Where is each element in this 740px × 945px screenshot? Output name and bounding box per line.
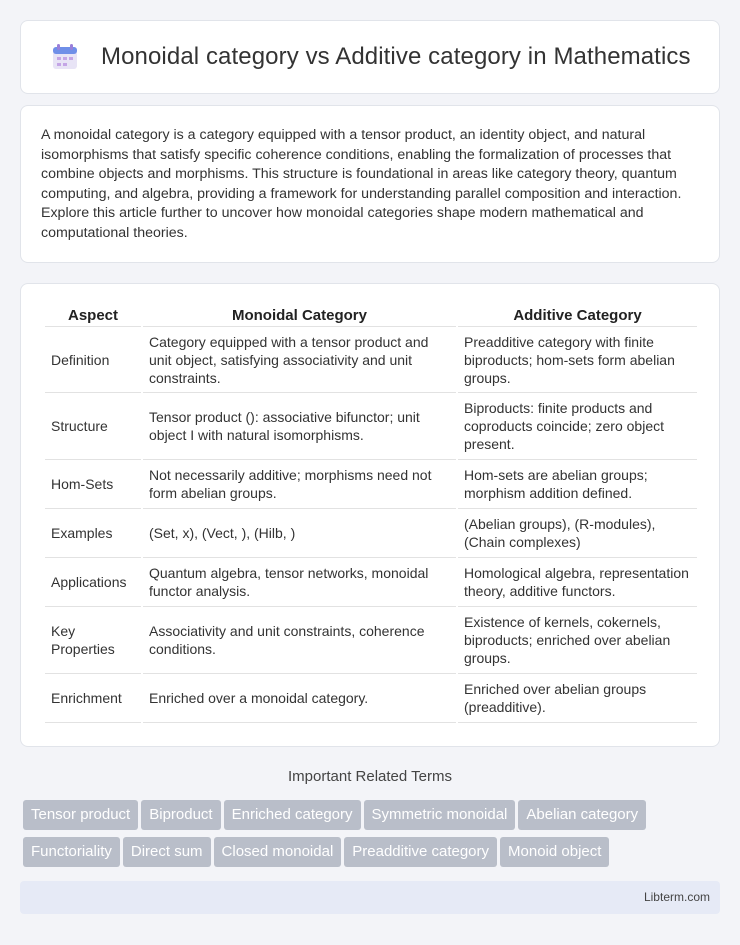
- cell-monoidal: Tensor product (): associative bifunctor; unit object I with natural isomorphisms.: [143, 393, 456, 460]
- related-terms-row: [23, 837, 723, 867]
- cell-additive: Existence of kernels, cokernels, biproducts; enriched over abelian groups.: [458, 607, 697, 674]
- header-card: [20, 20, 720, 94]
- table-row: [45, 509, 697, 558]
- cell-aspect: Examples: [45, 509, 141, 558]
- cell-aspect: Hom-Sets: [45, 460, 141, 509]
- header-additive: Additive Category: [458, 304, 697, 327]
- cell-additive: Preadditive category with finite biproducts; hom-sets form abelian groups.: [458, 327, 697, 393]
- cell-monoidal: Quantum algebra, tensor networks, monoidal functor analysis.: [143, 558, 456, 607]
- cell-monoidal: Category equipped with a tensor product and unit object, satisfying associativity and unit constraints.: [143, 327, 456, 393]
- footer: [20, 881, 720, 914]
- tag-abelian-category[interactable]: Abelian category: [518, 800, 646, 830]
- table-row: [45, 393, 697, 460]
- cell-additive: (Abelian groups), (R-modules), (Chain complexes): [458, 509, 697, 558]
- tag-tensor-product[interactable]: Tensor product: [23, 800, 138, 830]
- tag-monoid-object[interactable]: Monoid object: [500, 837, 609, 867]
- header-monoidal: Monoidal Category: [143, 304, 456, 327]
- tag-preadditive-category[interactable]: Preadditive category: [344, 837, 497, 867]
- tag-closed-monoidal[interactable]: Closed monoidal: [214, 837, 342, 867]
- cell-aspect: Key Properties: [45, 607, 141, 674]
- comparison-table: [43, 304, 699, 723]
- cell-additive: Hom-sets are abelian groups; morphism addition defined.: [458, 460, 697, 509]
- table-row: [45, 460, 697, 509]
- cell-aspect: Definition: [45, 327, 141, 393]
- comparison-card: [20, 283, 720, 747]
- footer-brand[interactable]: Libterm.com: [643, 890, 710, 904]
- table-row: [45, 674, 697, 723]
- header-aspect: Aspect: [45, 304, 141, 327]
- cell-additive: Homological algebra, representation theory, additive functors.: [458, 558, 697, 607]
- page-title: Monoidal category vs Additive category in Mathematics: [101, 43, 691, 70]
- cell-monoidal: (Set, x), (Vect, ), (Hilb, ): [143, 509, 456, 558]
- tag-symmetric-monoidal[interactable]: Symmetric monoidal: [364, 800, 516, 830]
- cell-monoidal: Enriched over a monoidal category.: [143, 674, 456, 723]
- table-row: [45, 558, 697, 607]
- tag-direct-sum[interactable]: Direct sum: [123, 837, 211, 867]
- cell-aspect: Applications: [45, 558, 141, 607]
- cell-monoidal: Associativity and unit constraints, coherence conditions.: [143, 607, 456, 674]
- intro-card: [20, 105, 720, 263]
- tag-biproduct[interactable]: Biproduct: [141, 800, 220, 830]
- related-terms-row: [23, 800, 723, 830]
- table-row: [45, 607, 697, 674]
- cell-additive: Enriched over abelian groups (preadditive).: [458, 674, 697, 723]
- cell-additive: Biproducts: finite products and coproducts coincide; zero object present.: [458, 393, 697, 460]
- intro-text: A monoidal category is a category equipped with a tensor product, an identity object, and natural isomorphisms that satisfy specific coherence conditions, enabling the formalization of processes that combine objects and morphisms. This structure is foundational in areas like category theory, quantum computing, and algebra, providing a framework for understanding parallel composition and interaction. Explore this article further to uncover how monoidal categories shape modern mathematical and computational theories.: [41, 127, 682, 241]
- table-header-row: [45, 304, 697, 327]
- tag-enriched-category[interactable]: Enriched category: [224, 800, 361, 830]
- cell-aspect: Enrichment: [45, 674, 141, 723]
- cell-monoidal: Not necessarily additive; morphisms need not form abelian groups.: [143, 460, 456, 509]
- table-row: [45, 327, 697, 393]
- related-terms-title: Important Related Terms: [288, 768, 452, 785]
- cell-aspect: Structure: [45, 393, 141, 460]
- calendar-icon: [51, 43, 79, 71]
- tag-functoriality[interactable]: Functoriality: [23, 837, 120, 867]
